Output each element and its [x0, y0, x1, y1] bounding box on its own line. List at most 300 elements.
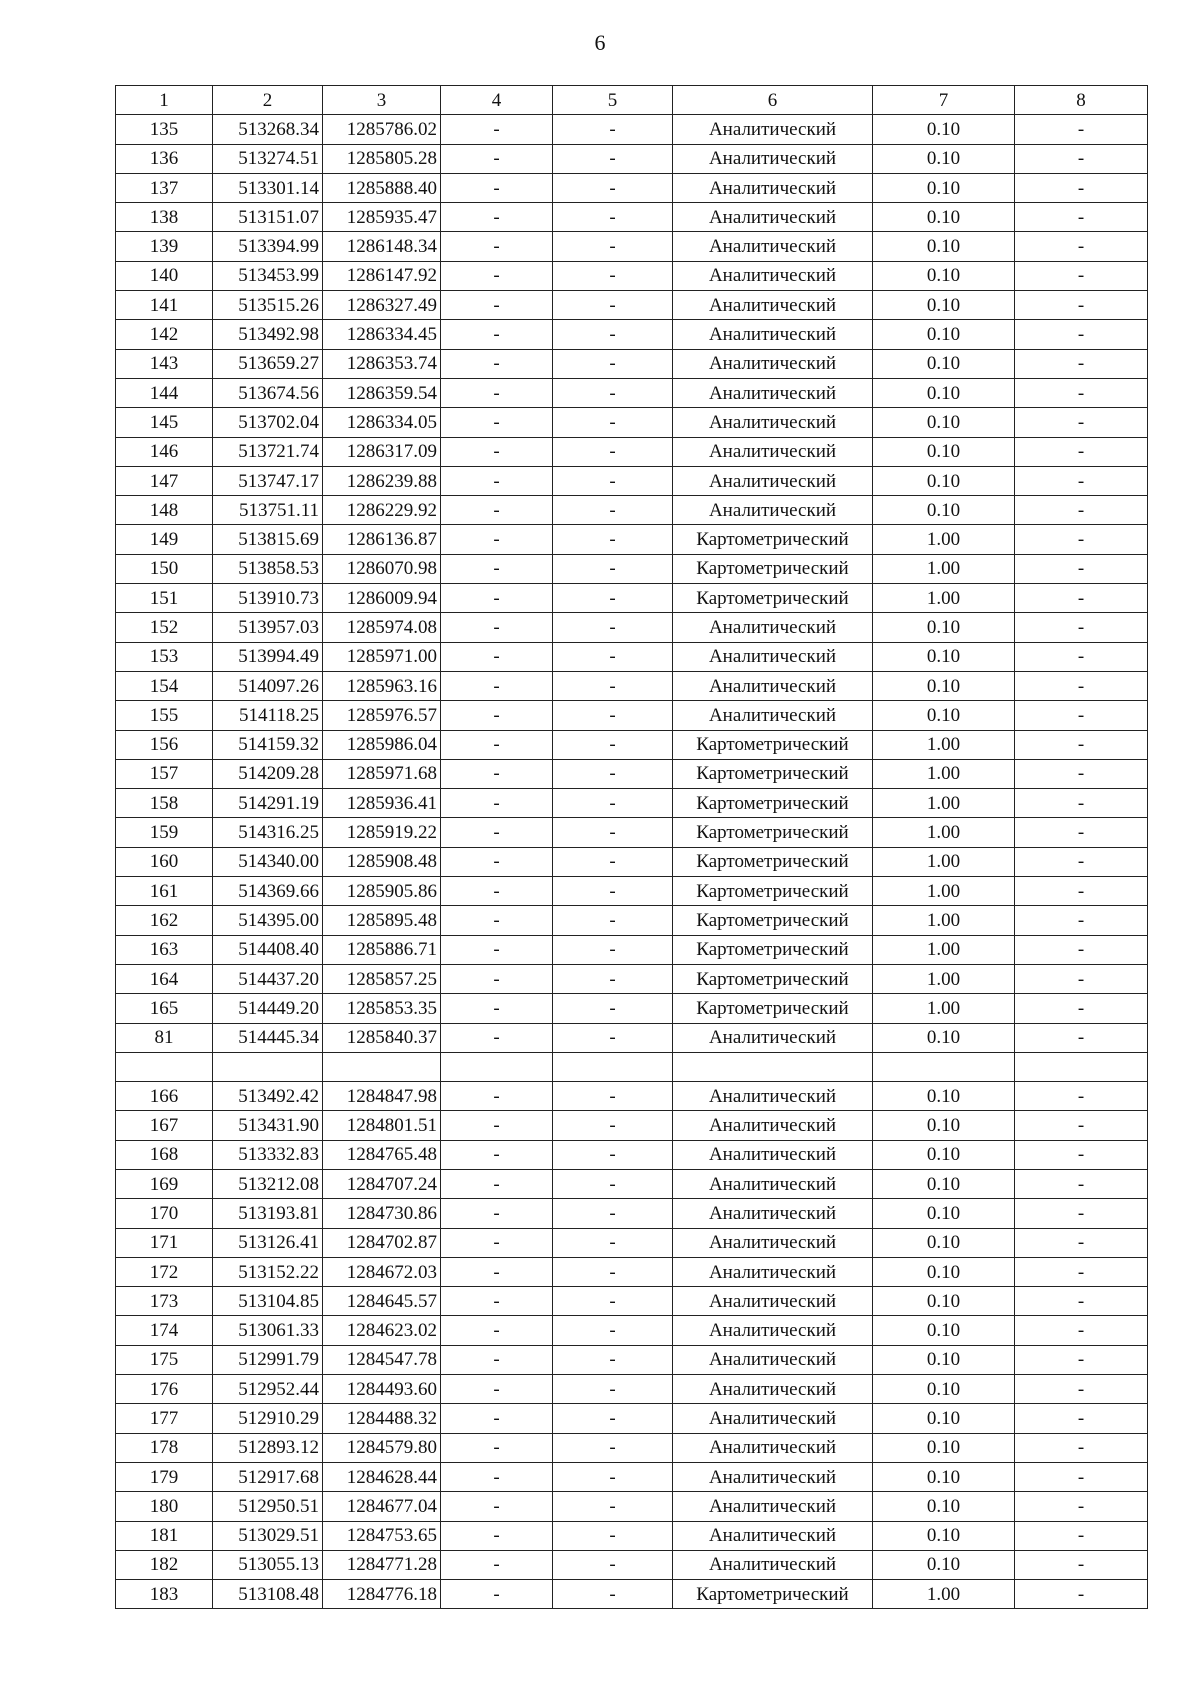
y-coordinate-cell: 1285840.37: [323, 1023, 441, 1052]
method-cell: Аналитический: [673, 320, 873, 349]
table-row: [116, 1257, 1148, 1286]
column-5-cell: -: [553, 320, 673, 349]
column-5-cell: -: [553, 1287, 673, 1316]
column-8-cell: -: [1015, 671, 1148, 700]
accuracy-cell: 1.00: [873, 994, 1015, 1023]
column-4-cell: -: [441, 1287, 553, 1316]
column-4-cell: -: [441, 730, 553, 759]
x-coordinate-cell: 513674.56: [213, 378, 323, 407]
table-row: [116, 1345, 1148, 1374]
table-row: [116, 1169, 1148, 1198]
column-4-cell: [441, 1052, 553, 1081]
method-cell: Аналитический: [673, 437, 873, 466]
column-4-cell: -: [441, 964, 553, 993]
method-cell: Аналитический: [673, 1550, 873, 1579]
method-cell: Аналитический: [673, 232, 873, 261]
method-cell: Аналитический: [673, 642, 873, 671]
x-coordinate-cell: 512952.44: [213, 1375, 323, 1404]
column-4-cell: -: [441, 1169, 553, 1198]
y-coordinate-cell: 1284765.48: [323, 1140, 441, 1169]
point-number-cell: 159: [116, 818, 213, 847]
y-coordinate-cell: 1285888.40: [323, 173, 441, 202]
y-coordinate-cell: 1286334.45: [323, 320, 441, 349]
table-row: [116, 232, 1148, 261]
x-coordinate-cell: 514118.25: [213, 701, 323, 730]
accuracy-cell: 1.00: [873, 730, 1015, 759]
table-row: [116, 584, 1148, 613]
column-5-cell: -: [553, 994, 673, 1023]
method-cell: Аналитический: [673, 378, 873, 407]
column-4-cell: -: [441, 1404, 553, 1433]
table-row: [116, 906, 1148, 935]
y-coordinate-cell: 1285853.35: [323, 994, 441, 1023]
x-coordinate-cell: 513126.41: [213, 1228, 323, 1257]
accuracy-cell: 0.10: [873, 1140, 1015, 1169]
column-header-3: 3: [323, 86, 441, 115]
point-number-cell: 179: [116, 1462, 213, 1491]
column-4-cell: -: [441, 1257, 553, 1286]
method-cell: Аналитический: [673, 1433, 873, 1462]
column-8-cell: -: [1015, 1375, 1148, 1404]
column-4-cell: -: [441, 466, 553, 495]
column-8-cell: -: [1015, 1228, 1148, 1257]
column-8-cell: -: [1015, 1316, 1148, 1345]
table-row: [116, 1492, 1148, 1521]
accuracy-cell: 0.10: [873, 671, 1015, 700]
accuracy-cell: 0.10: [873, 1375, 1015, 1404]
column-4-cell: -: [441, 584, 553, 613]
column-4-cell: -: [441, 1433, 553, 1462]
accuracy-cell: 1.00: [873, 759, 1015, 788]
column-5-cell: -: [553, 671, 673, 700]
y-coordinate-cell: 1284771.28: [323, 1550, 441, 1579]
point-number-cell: 155: [116, 701, 213, 730]
column-4-cell: -: [441, 1521, 553, 1550]
column-8-cell: -: [1015, 349, 1148, 378]
accuracy-cell: 0.10: [873, 408, 1015, 437]
x-coordinate-cell: [213, 1052, 323, 1081]
x-coordinate-cell: 513702.04: [213, 408, 323, 437]
table-row: [116, 1287, 1148, 1316]
column-8-cell: -: [1015, 1287, 1148, 1316]
column-8-cell: -: [1015, 584, 1148, 613]
x-coordinate-cell: 512950.51: [213, 1492, 323, 1521]
accuracy-cell: 1.00: [873, 1580, 1015, 1609]
column-5-cell: -: [553, 1140, 673, 1169]
method-cell: Аналитический: [673, 1492, 873, 1521]
accuracy-cell: 0.10: [873, 232, 1015, 261]
method-cell: Картометрический: [673, 994, 873, 1023]
column-8-cell: -: [1015, 1345, 1148, 1374]
column-8-cell: -: [1015, 1550, 1148, 1579]
point-number-cell: 147: [116, 466, 213, 495]
table-row: [116, 671, 1148, 700]
method-cell: Аналитический: [673, 1111, 873, 1140]
column-4-cell: -: [441, 115, 553, 144]
table-row: [116, 320, 1148, 349]
table-row: [116, 349, 1148, 378]
y-coordinate-cell: [323, 1052, 441, 1081]
column-4-cell: -: [441, 1345, 553, 1374]
accuracy-cell: 0.10: [873, 291, 1015, 320]
method-cell: Аналитический: [673, 1140, 873, 1169]
table-row: [116, 1199, 1148, 1228]
y-coordinate-cell: 1284730.86: [323, 1199, 441, 1228]
point-number-cell: 148: [116, 496, 213, 525]
y-coordinate-cell: 1286070.98: [323, 554, 441, 583]
method-cell: Аналитический: [673, 671, 873, 700]
point-number-cell: 182: [116, 1550, 213, 1579]
column-8-cell: -: [1015, 320, 1148, 349]
table-row: [116, 1111, 1148, 1140]
x-coordinate-cell: 512893.12: [213, 1433, 323, 1462]
column-4-cell: -: [441, 1023, 553, 1052]
point-number-cell: 170: [116, 1199, 213, 1228]
column-5-cell: -: [553, 554, 673, 583]
x-coordinate-cell: 514437.20: [213, 964, 323, 993]
column-5-cell: -: [553, 642, 673, 671]
method-cell: Картометрический: [673, 584, 873, 613]
accuracy-cell: 0.10: [873, 1492, 1015, 1521]
y-coordinate-cell: 1285908.48: [323, 847, 441, 876]
column-8-cell: -: [1015, 701, 1148, 730]
accuracy-cell: 0.10: [873, 466, 1015, 495]
table-row: [116, 1023, 1148, 1052]
point-number-cell: 149: [116, 525, 213, 554]
accuracy-cell: 1.00: [873, 906, 1015, 935]
column-5-cell: -: [553, 115, 673, 144]
column-5-cell: -: [553, 144, 673, 173]
point-number-cell: 146: [116, 437, 213, 466]
point-number-cell: 176: [116, 1375, 213, 1404]
point-number-cell: 178: [116, 1433, 213, 1462]
x-coordinate-cell: 514209.28: [213, 759, 323, 788]
table-row: [116, 964, 1148, 993]
method-cell: Аналитический: [673, 466, 873, 495]
method-cell: Картометрический: [673, 525, 873, 554]
column-header-2: 2: [213, 86, 323, 115]
accuracy-cell: 0.10: [873, 1433, 1015, 1462]
accuracy-cell: 1.00: [873, 789, 1015, 818]
method-cell: Аналитический: [673, 1023, 873, 1052]
accuracy-cell: 1.00: [873, 818, 1015, 847]
x-coordinate-cell: 513659.27: [213, 349, 323, 378]
y-coordinate-cell: 1284847.98: [323, 1082, 441, 1111]
point-number-cell: 144: [116, 378, 213, 407]
table-row: [116, 789, 1148, 818]
method-cell: Аналитический: [673, 144, 873, 173]
x-coordinate-cell: 513104.85: [213, 1287, 323, 1316]
accuracy-cell: 0.10: [873, 496, 1015, 525]
accuracy-cell: 1.00: [873, 877, 1015, 906]
point-number-cell: 163: [116, 935, 213, 964]
y-coordinate-cell: 1285886.71: [323, 935, 441, 964]
column-5-cell: -: [553, 1111, 673, 1140]
coordinates-table: [115, 85, 1148, 1609]
x-coordinate-cell: 513193.81: [213, 1199, 323, 1228]
table-row: [116, 818, 1148, 847]
column-4-cell: -: [441, 525, 553, 554]
point-number-cell: 143: [116, 349, 213, 378]
x-coordinate-cell: 513394.99: [213, 232, 323, 261]
method-cell: Аналитический: [673, 1257, 873, 1286]
point-number-cell: 177: [116, 1404, 213, 1433]
y-coordinate-cell: 1284677.04: [323, 1492, 441, 1521]
accuracy-cell: 0.10: [873, 144, 1015, 173]
point-number-cell: 81: [116, 1023, 213, 1052]
column-header-5: 5: [553, 86, 673, 115]
column-8-cell: -: [1015, 378, 1148, 407]
method-cell: Аналитический: [673, 261, 873, 290]
y-coordinate-cell: 1285963.16: [323, 671, 441, 700]
method-cell: Аналитический: [673, 1316, 873, 1345]
y-coordinate-cell: 1284702.87: [323, 1228, 441, 1257]
x-coordinate-cell: 512910.29: [213, 1404, 323, 1433]
point-number-cell: 138: [116, 203, 213, 232]
table-row: [116, 437, 1148, 466]
accuracy-cell: 0.10: [873, 701, 1015, 730]
accuracy-cell: 1.00: [873, 584, 1015, 613]
point-number-cell: 151: [116, 584, 213, 613]
column-8-cell: -: [1015, 1580, 1148, 1609]
accuracy-cell: 0.10: [873, 1521, 1015, 1550]
x-coordinate-cell: 513268.34: [213, 115, 323, 144]
y-coordinate-cell: 1286353.74: [323, 349, 441, 378]
accuracy-cell: 0.10: [873, 1345, 1015, 1374]
y-coordinate-cell: 1284776.18: [323, 1580, 441, 1609]
accuracy-cell: 0.10: [873, 642, 1015, 671]
point-number-cell: 160: [116, 847, 213, 876]
point-number-cell: 145: [116, 408, 213, 437]
point-number-cell: 139: [116, 232, 213, 261]
method-cell: Аналитический: [673, 291, 873, 320]
column-8-cell: -: [1015, 818, 1148, 847]
x-coordinate-cell: 513957.03: [213, 613, 323, 642]
table-row: [116, 759, 1148, 788]
x-coordinate-cell: 513910.73: [213, 584, 323, 613]
column-5-cell: -: [553, 759, 673, 788]
column-8-cell: -: [1015, 1521, 1148, 1550]
x-coordinate-cell: 513515.26: [213, 291, 323, 320]
method-cell: Аналитический: [673, 613, 873, 642]
column-8-cell: -: [1015, 437, 1148, 466]
point-number-cell: [116, 1052, 213, 1081]
column-5-cell: -: [553, 789, 673, 818]
x-coordinate-cell: 513858.53: [213, 554, 323, 583]
column-5-cell: -: [553, 1199, 673, 1228]
column-8-cell: -: [1015, 554, 1148, 583]
column-5-cell: -: [553, 1228, 673, 1257]
x-coordinate-cell: 514369.66: [213, 877, 323, 906]
accuracy-cell: 0.10: [873, 1169, 1015, 1198]
column-5-cell: -: [553, 378, 673, 407]
method-cell: Картометрический: [673, 877, 873, 906]
table-row: [116, 1228, 1148, 1257]
point-number-cell: 156: [116, 730, 213, 759]
accuracy-cell: 0.10: [873, 378, 1015, 407]
column-header-4: 4: [441, 86, 553, 115]
column-header-6: 6: [673, 86, 873, 115]
column-8-cell: -: [1015, 408, 1148, 437]
column-5-cell: -: [553, 203, 673, 232]
y-coordinate-cell: 1284628.44: [323, 1462, 441, 1491]
column-4-cell: -: [441, 906, 553, 935]
accuracy-cell: 0.10: [873, 1462, 1015, 1491]
table-row: [116, 994, 1148, 1023]
x-coordinate-cell: 513994.49: [213, 642, 323, 671]
header-row: [116, 86, 1148, 115]
column-5-cell: -: [553, 701, 673, 730]
column-8-cell: -: [1015, 1404, 1148, 1433]
point-number-cell: 135: [116, 115, 213, 144]
column-8-cell: -: [1015, 144, 1148, 173]
accuracy-cell: 1.00: [873, 935, 1015, 964]
method-cell: Аналитический: [673, 701, 873, 730]
accuracy-cell: 0.10: [873, 437, 1015, 466]
x-coordinate-cell: 514340.00: [213, 847, 323, 876]
column-5-cell: -: [553, 496, 673, 525]
column-8-cell: -: [1015, 1023, 1148, 1052]
x-coordinate-cell: 514097.26: [213, 671, 323, 700]
column-8-cell: -: [1015, 1082, 1148, 1111]
column-8-cell: -: [1015, 115, 1148, 144]
column-header-8: 8: [1015, 86, 1148, 115]
table-row: [116, 173, 1148, 202]
column-4-cell: -: [441, 1492, 553, 1521]
method-cell: Картометрический: [673, 789, 873, 818]
accuracy-cell: 0.10: [873, 115, 1015, 144]
column-4-cell: -: [441, 496, 553, 525]
column-8-cell: -: [1015, 994, 1148, 1023]
y-coordinate-cell: 1286359.54: [323, 378, 441, 407]
column-5-cell: -: [553, 906, 673, 935]
x-coordinate-cell: 513055.13: [213, 1550, 323, 1579]
method-cell: Аналитический: [673, 496, 873, 525]
y-coordinate-cell: 1284623.02: [323, 1316, 441, 1345]
accuracy-cell: 0.10: [873, 613, 1015, 642]
table-row: [116, 642, 1148, 671]
point-number-cell: 164: [116, 964, 213, 993]
y-coordinate-cell: 1286239.88: [323, 466, 441, 495]
column-8-cell: -: [1015, 730, 1148, 759]
column-8-cell: -: [1015, 261, 1148, 290]
accuracy-cell: 0.10: [873, 1550, 1015, 1579]
table-row: [116, 496, 1148, 525]
table-row: [116, 1082, 1148, 1111]
column-5-cell: -: [553, 1433, 673, 1462]
method-cell: Аналитический: [673, 203, 873, 232]
column-5-cell: -: [553, 818, 673, 847]
column-5-cell: -: [553, 291, 673, 320]
method-cell: Картометрический: [673, 935, 873, 964]
column-8-cell: -: [1015, 173, 1148, 202]
column-4-cell: -: [441, 232, 553, 261]
column-8-cell: -: [1015, 496, 1148, 525]
y-coordinate-cell: 1284801.51: [323, 1111, 441, 1140]
method-cell: Аналитический: [673, 1228, 873, 1257]
table-row: [116, 408, 1148, 437]
table-row: [116, 847, 1148, 876]
x-coordinate-cell: 513274.51: [213, 144, 323, 173]
y-coordinate-cell: 1285919.22: [323, 818, 441, 847]
accuracy-cell: 0.10: [873, 320, 1015, 349]
accuracy-cell: 0.10: [873, 349, 1015, 378]
column-5-cell: -: [553, 730, 673, 759]
page-number: 6: [594, 30, 606, 55]
column-4-cell: -: [441, 320, 553, 349]
point-number-cell: 183: [116, 1580, 213, 1609]
method-cell: Аналитический: [673, 1521, 873, 1550]
column-4-cell: -: [441, 671, 553, 700]
table-row: [116, 378, 1148, 407]
column-8-cell: -: [1015, 642, 1148, 671]
column-8-cell: -: [1015, 1462, 1148, 1491]
x-coordinate-cell: 514159.32: [213, 730, 323, 759]
table-row: [116, 1580, 1148, 1609]
column-5-cell: -: [553, 525, 673, 554]
column-8-cell: -: [1015, 847, 1148, 876]
column-8-cell: -: [1015, 1257, 1148, 1286]
point-number-cell: 162: [116, 906, 213, 935]
column-8-cell: -: [1015, 789, 1148, 818]
column-5-cell: -: [553, 408, 673, 437]
y-coordinate-cell: 1286147.92: [323, 261, 441, 290]
y-coordinate-cell: 1284707.24: [323, 1169, 441, 1198]
table-row: [116, 1404, 1148, 1433]
column-4-cell: -: [441, 1462, 553, 1491]
column-8-cell: -: [1015, 935, 1148, 964]
x-coordinate-cell: 513332.83: [213, 1140, 323, 1169]
y-coordinate-cell: 1284672.03: [323, 1257, 441, 1286]
table-row: [116, 877, 1148, 906]
x-coordinate-cell: 513453.99: [213, 261, 323, 290]
y-coordinate-cell: 1286009.94: [323, 584, 441, 613]
y-coordinate-cell: 1285905.86: [323, 877, 441, 906]
column-5-cell: -: [553, 1316, 673, 1345]
point-number-cell: 158: [116, 789, 213, 818]
point-number-cell: 168: [116, 1140, 213, 1169]
column-4-cell: -: [441, 1140, 553, 1169]
table-row: [116, 1462, 1148, 1491]
point-number-cell: 161: [116, 877, 213, 906]
x-coordinate-cell: 514408.40: [213, 935, 323, 964]
column-5-cell: -: [553, 1404, 673, 1433]
table-spacer-row: [116, 1052, 1148, 1081]
column-8-cell: -: [1015, 964, 1148, 993]
x-coordinate-cell: 514395.00: [213, 906, 323, 935]
x-coordinate-cell: 514291.19: [213, 789, 323, 818]
point-number-cell: 172: [116, 1257, 213, 1286]
column-4-cell: -: [441, 291, 553, 320]
column-8-cell: -: [1015, 759, 1148, 788]
column-4-cell: -: [441, 378, 553, 407]
accuracy-cell: 0.10: [873, 1111, 1015, 1140]
point-number-cell: 150: [116, 554, 213, 583]
column-4-cell: -: [441, 759, 553, 788]
column-5-cell: -: [553, 847, 673, 876]
point-number-cell: 173: [116, 1287, 213, 1316]
column-5-cell: -: [553, 613, 673, 642]
method-cell: Картометрический: [673, 1580, 873, 1609]
table-row: [116, 701, 1148, 730]
column-5-cell: -: [553, 1462, 673, 1491]
accuracy-cell: 0.10: [873, 203, 1015, 232]
point-number-cell: 171: [116, 1228, 213, 1257]
table-row: [116, 1375, 1148, 1404]
method-cell: Картометрический: [673, 730, 873, 759]
column-4-cell: -: [441, 408, 553, 437]
y-coordinate-cell: 1285976.57: [323, 701, 441, 730]
